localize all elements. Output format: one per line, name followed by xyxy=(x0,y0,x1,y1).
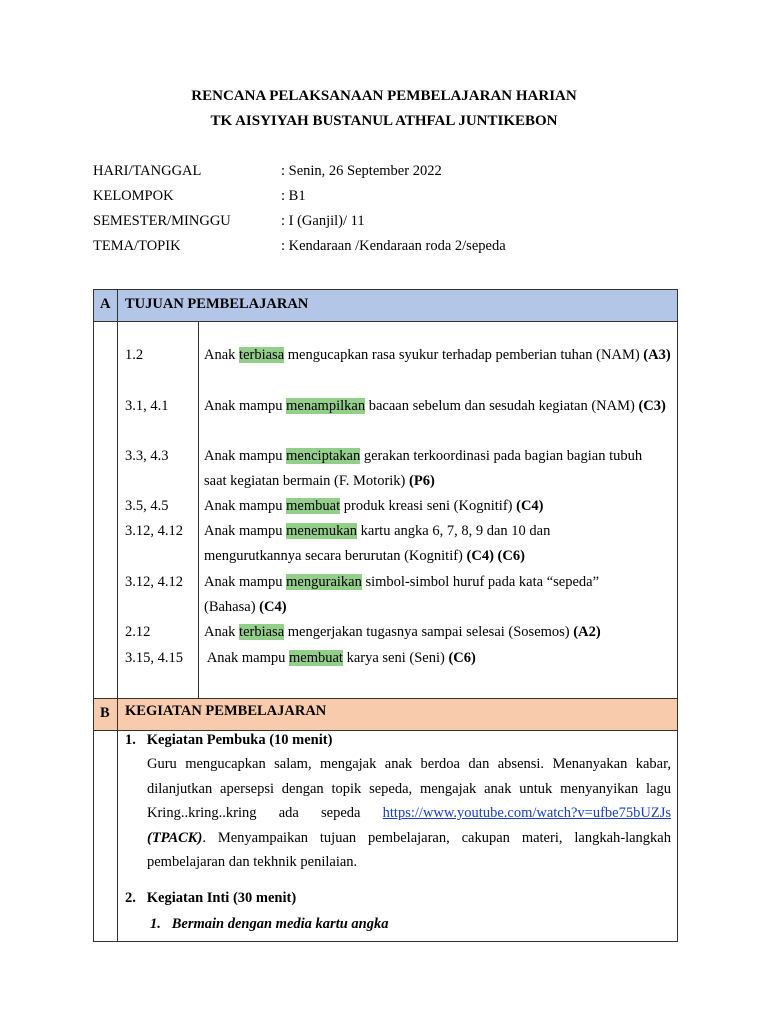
meta-row xyxy=(93,213,693,233)
objective-code: 3.5, 4.5 xyxy=(125,498,169,514)
doc-title-line2: TK AISYIYAH BUSTANUL ATHFAL JUNTIKEBON xyxy=(210,113,558,129)
opening-activity-title: 1. Kegiatan Pembuka (10 menit) xyxy=(125,732,333,748)
divider xyxy=(117,289,118,322)
section-a-title: TUJUAN PEMBELAJARAN xyxy=(125,296,309,312)
meta-label: HARI/TANGGAL xyxy=(93,163,202,179)
divider xyxy=(117,321,118,699)
section-b-letter: B xyxy=(100,705,110,721)
section-b-title: KEGIATAN PEMBELAJARAN xyxy=(125,703,327,719)
objective-code: 3.12, 4.12 xyxy=(125,574,183,590)
objective-code: 2.12 xyxy=(125,624,151,640)
meta-value: : Kendaraan /Kendaraan roda 2/sepeda xyxy=(281,238,506,254)
doc-title-line1: RENCANA PELAKSANAAN PEMBELAJARAN HARIAN xyxy=(191,88,577,104)
meta-row xyxy=(93,163,693,183)
meta-label: KELOMPOK xyxy=(93,188,174,204)
objective-text: Anak mampu membuat produk kreasi seni (Kognitif) (C4) xyxy=(204,498,544,514)
section-a-letter: A xyxy=(100,296,111,312)
meta-row xyxy=(93,188,693,208)
objective-text: Anak mampu menampilkan bacaan sebelum dan sesudah kegiatan (NAM) (C3) xyxy=(204,398,666,414)
objective-code: 3.12, 4.12 xyxy=(125,523,183,539)
objective-text: Anak mampu menciptakan gerakan terkoordinasi pada bagian bagian tubuh saat kegiatan bermain (F. Motorik) (P6) xyxy=(204,448,643,489)
objective-text: Anak mampu membuat karya seni (Seni) (C6) xyxy=(204,650,476,666)
meta-label: SEMESTER/MINGGU xyxy=(93,213,231,229)
objective-text: Anak mampu menguraikan simbol-simbol huruf pada kata “sepeda” (Bahasa) (C4) xyxy=(204,574,600,615)
objective-code: 3.3, 4.3 xyxy=(125,448,169,464)
meta-label: TEMA/TOPIK xyxy=(93,238,181,254)
meta-value: : Senin, 26 September 2022 xyxy=(281,163,442,179)
meta-row xyxy=(93,238,693,258)
youtube-link[interactable]: https://www.youtube.com/watch?v=ufbe75bUZJs xyxy=(382,805,671,821)
meta-value: : B1 xyxy=(281,188,306,204)
objective-code: 3.15, 4.15 xyxy=(125,650,183,666)
objective-code: 3.1, 4.1 xyxy=(125,398,169,414)
objective-text: Anak terbiasa mengerjakan tugasnya sampai selesai (Sosemos) (A2) xyxy=(204,624,601,640)
core-activity-subitem: 1. Bermain dengan media kartu angka xyxy=(150,916,389,932)
opening-activity-text: Guru mengucapkan salam, mengajak anak berdoa dan absensi. Menanyakan kabar, dilanjutkan apersepsi dengan topik sepeda, mengajak anak untuk menyanyikan lagu Kring..kring..kring ada sepeda https://www.youtube.com/watch?v=ufbe75bUZJs (TPACK). Menyampaikan tujuan pembelajaran, cakupan materi, langkah-langkah pembelajaran dan tekhnik penilaian. xyxy=(147,756,671,870)
objective-text: Anak terbiasa mengucapkan rasa syukur terhadap pemberian tuhan (NAM) (A3) xyxy=(204,347,671,363)
divider xyxy=(198,321,199,699)
meta-value: : I (Ganjil)/ 11 xyxy=(281,213,365,229)
objective-code: 1.2 xyxy=(125,347,144,363)
core-activity-title: 2. Kegiatan Inti (30 menit) xyxy=(125,890,297,906)
objective-text: Anak mampu menemukan kartu angka 6, 7, 8, 9 dan 10 dan mengurutkannya secara berurutan (Kognitif) (C4) (C6) xyxy=(204,523,551,564)
